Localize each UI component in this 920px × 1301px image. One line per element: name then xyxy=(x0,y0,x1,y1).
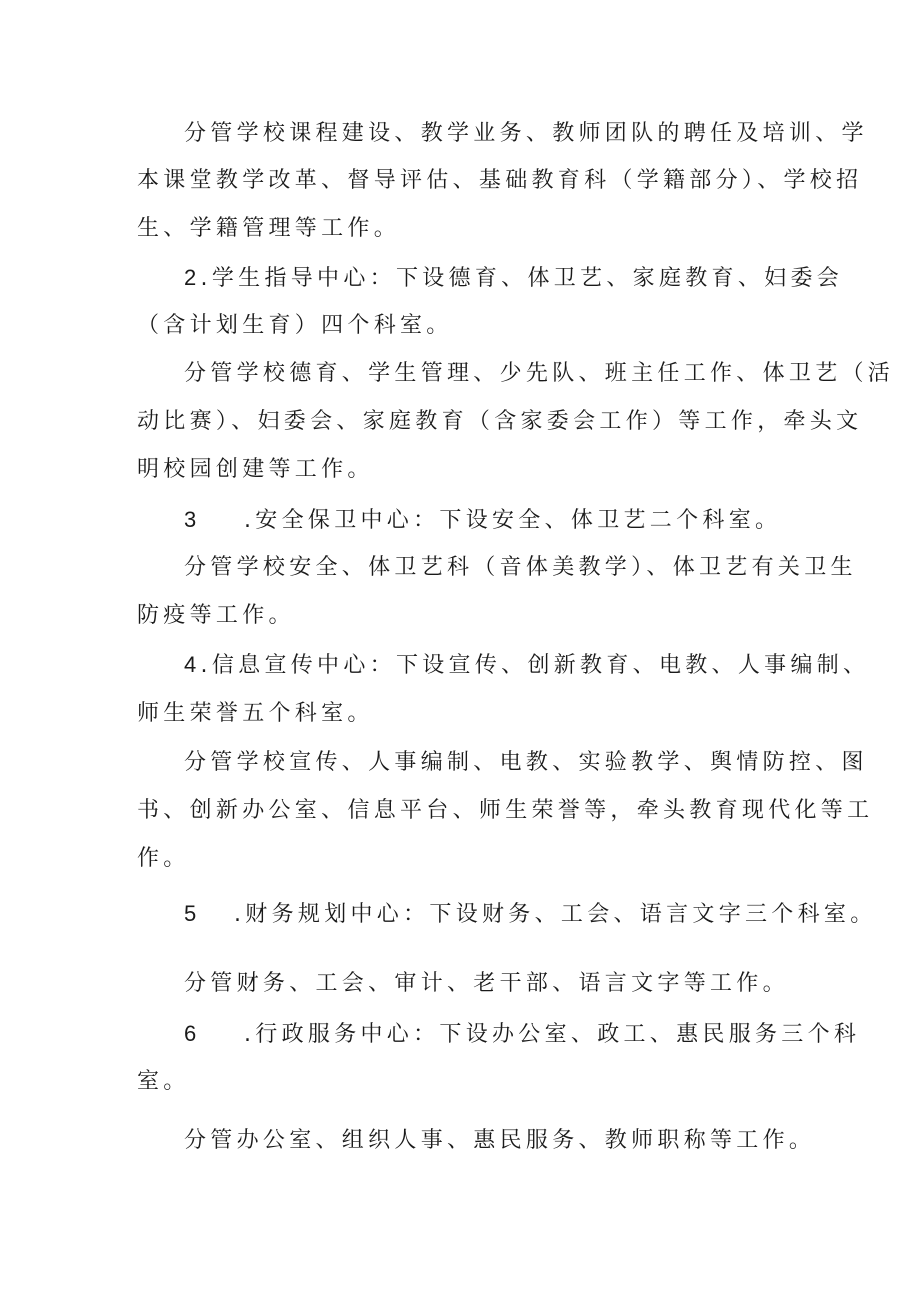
paragraph-line: 生、学籍管理等工作。 xyxy=(137,216,401,241)
paragraph-line: 本课堂教学改革、督导评估、基础教育科（学籍部分）、学校招 xyxy=(137,168,863,193)
section-heading-text: .财务规划中心：下设财务、工会、语言文字三个科室。 xyxy=(234,902,877,927)
paragraph-line: 动比赛）、妇委会、家庭教育（含家委会工作）等工作，牵头文 xyxy=(137,409,863,434)
section-heading-2 xyxy=(184,263,843,294)
paragraph-line: （含计划生育）四个科室。 xyxy=(137,313,453,338)
section-heading-6 xyxy=(184,1019,860,1050)
paragraph-line: 分管办公室、组织人事、惠民服务、教师职称等工作。 xyxy=(184,1128,816,1153)
section-heading-5 xyxy=(184,899,877,930)
section-heading-text: .学生指导中心：下设德育、体卫艺、家庭教育、妇委会 xyxy=(200,266,844,291)
section-heading-text: .信息宣传中心：下设宣传、创新教育、电教、人事编制、 xyxy=(200,653,870,678)
section-number: 2 xyxy=(184,265,201,290)
paragraph-line: 分管财务、工会、审计、老干部、语言文字等工作。 xyxy=(184,971,789,996)
paragraph-line: 分管学校宣传、人事编制、电教、实验教学、舆情防控、图 xyxy=(184,750,868,775)
paragraph-line: 明校园创建等工作。 xyxy=(137,457,374,482)
paragraph-line: 分管学校安全、体卫艺科（音体美教学）、体卫艺有关卫生 xyxy=(184,555,857,580)
section-number: 3 xyxy=(184,507,201,532)
section-number: 6 xyxy=(184,1021,201,1046)
paragraph-line: 书、创新办公室、信息平台、师生荣誉等，牵头教育现代化等工 xyxy=(137,798,874,823)
paragraph-line: 师生荣誉五个科室。 xyxy=(137,701,374,726)
section-number: 5 xyxy=(184,901,201,926)
section-heading-3 xyxy=(184,505,781,536)
paragraph-line: 室。 xyxy=(137,1069,190,1094)
paragraph-line: 防疫等工作。 xyxy=(137,603,295,628)
section-heading-text: .安全保卫中心：下设安全、体卫艺二个科室。 xyxy=(244,508,782,533)
paragraph-line: 作。 xyxy=(137,846,190,871)
section-number: 4 xyxy=(184,652,201,677)
paragraph-line: 分管学校课程建设、教学业务、教师团队的聘任及培训、学 xyxy=(184,121,868,146)
paragraph-line: 分管学校德育、学生管理、少先队、班主任工作、体卫艺（活 xyxy=(184,361,895,386)
section-heading-4 xyxy=(184,650,869,681)
section-heading-text: .行政服务中心：下设办公室、政工、惠民服务三个科 xyxy=(244,1022,861,1047)
